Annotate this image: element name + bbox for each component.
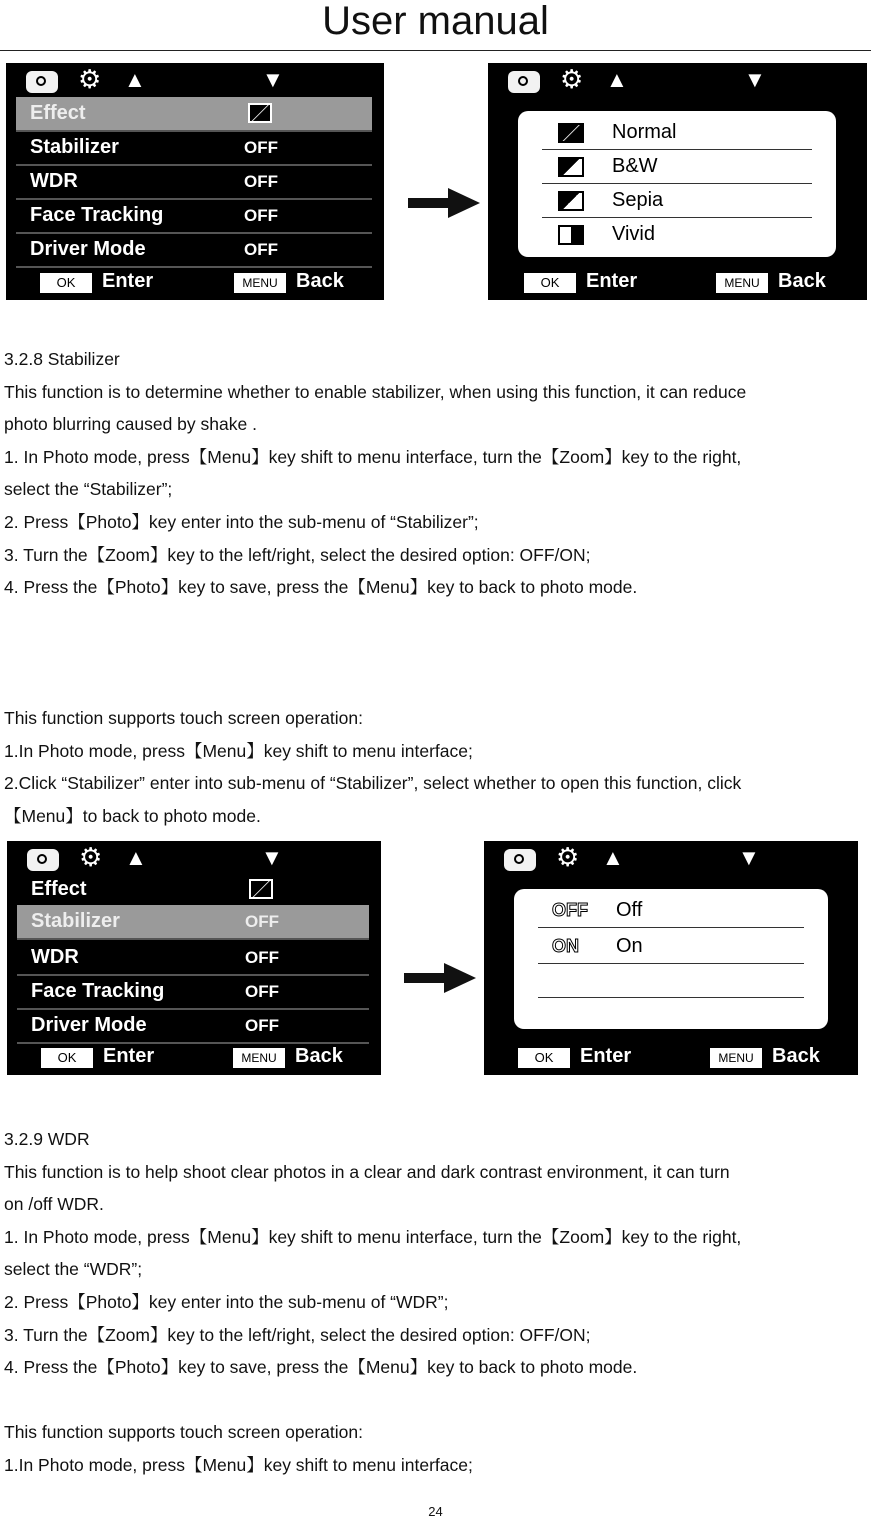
option-empty <box>538 963 804 998</box>
arrow-right-icon <box>408 188 480 218</box>
menu-row-wdr: WDR OFF <box>17 941 369 976</box>
menu-button: MENU <box>234 273 286 293</box>
paragraph-line: 3. Turn the【Zoom】key to the left/right, select the desired option: OFF/ON; <box>4 1324 591 1345</box>
paragraph-line: 2. Press【Photo】key enter into the sub-menu of “WDR”; <box>4 1291 449 1312</box>
screen-topbar <box>7 841 381 875</box>
chevron-down-icon: ▼ <box>261 845 283 870</box>
back-label: Back <box>296 270 344 292</box>
chevron-up-icon: ▲ <box>124 67 146 92</box>
paragraph-line: 1. In Photo mode, press【Menu】key shift to menu interface, turn the【Zoom】key to the right, <box>4 1226 742 1247</box>
stabilizer-touch-section <box>4 702 866 832</box>
camera-icon <box>504 849 536 871</box>
menu-row-wdr: WDR OFF <box>16 165 372 200</box>
menu-button: MENU <box>710 1048 762 1068</box>
gear-icon: ⚙ <box>560 64 584 94</box>
page-title: User manual <box>322 0 549 43</box>
effect-icon <box>249 879 273 899</box>
option-off: OFF Off <box>538 893 804 928</box>
camera-effect-options-screen <box>488 63 867 300</box>
section-heading: 3.2.8 Stabilizer <box>4 349 120 369</box>
enter-label: Enter <box>586 270 638 292</box>
camera-menu-screen-effect <box>6 63 384 300</box>
paragraph-line: 1.In Photo mode, press【Menu】key shift to menu interface; <box>4 1454 473 1475</box>
paragraph-line: 4. Press the【Photo】key to save, press the【Menu】key to back to photo mode. <box>4 1357 638 1378</box>
paragraph-line: on /off WDR. <box>4 1194 104 1215</box>
screen-topbar <box>484 841 858 875</box>
screen-bottombar <box>6 266 384 300</box>
option-sepia: Sepia <box>542 183 812 218</box>
paragraph-line: 3. Turn the【Zoom】key to the left/right, select the desired option: OFF/ON; <box>4 544 591 565</box>
arrow-right-icon <box>404 963 476 993</box>
paragraph-line: 1.In Photo mode, press【Menu】key shift to menu interface; <box>4 740 473 761</box>
camera-icon <box>27 849 59 871</box>
paragraph-line: This function supports touch screen operation: <box>4 708 363 728</box>
effect-bw-icon <box>558 157 584 177</box>
screen-bottombar <box>484 1041 858 1075</box>
camera-icon <box>26 71 58 93</box>
paragraph-line: 【Menu】to back to photo mode. <box>4 805 261 826</box>
menu-row-stabilizer: Stabilizer OFF <box>17 905 369 940</box>
paragraph-line: 2. Press【Photo】key enter into the sub-menu of “Stabilizer”; <box>4 511 479 532</box>
ok-button: OK <box>41 1048 93 1068</box>
menu-row-effect: Effect <box>17 873 369 908</box>
spacer <box>4 1384 866 1417</box>
menu-row-face-tracking: Face Tracking OFF <box>17 975 369 1010</box>
stabilizer-options-popup <box>514 889 828 1029</box>
menu-button: MENU <box>233 1048 285 1068</box>
on-badge: ON <box>552 936 579 956</box>
screen-bottombar <box>488 266 867 300</box>
chevron-up-icon: ▲ <box>602 845 624 870</box>
paragraph-line: photo blurring caused by shake . <box>4 414 257 435</box>
gear-icon: ⚙ <box>78 64 102 94</box>
menu-button: MENU <box>716 273 768 293</box>
option-bw: B&W <box>542 149 812 184</box>
enter-label: Enter <box>580 1045 632 1067</box>
camera-icon <box>508 71 540 93</box>
paragraph-line: 4. Press the【Photo】key to save, press the【Menu】key to back to photo mode. <box>4 577 638 598</box>
paragraph-line: This function supports touch screen operation: <box>4 1422 363 1443</box>
paragraph-line: select the “WDR”; <box>4 1259 143 1280</box>
gear-icon: ⚙ <box>556 842 580 872</box>
option-on: ON On <box>538 929 804 964</box>
menu-row-effect: Effect <box>16 97 372 132</box>
chevron-down-icon: ▼ <box>738 845 760 870</box>
effect-sepia-icon <box>558 191 584 211</box>
paragraph-line: select the “Stabilizer”; <box>4 479 173 500</box>
camera-stabilizer-options-screen <box>484 841 858 1075</box>
section-heading: 3.2.9 WDR <box>4 1129 90 1149</box>
back-label: Back <box>295 1045 343 1067</box>
chevron-down-icon: ▼ <box>744 67 766 92</box>
option-vivid: Vivid <box>542 217 812 251</box>
ok-button: OK <box>40 273 92 293</box>
paragraph-line: This function is to determine whether to enable stabilizer, when using this function, it can reduce <box>4 381 747 402</box>
screen-bottombar <box>7 1041 381 1075</box>
off-badge: OFF <box>552 900 588 920</box>
gear-icon: ⚙ <box>79 842 103 872</box>
option-normal: Normal <box>542 115 812 150</box>
ok-button: OK <box>518 1048 570 1068</box>
effect-options-popup <box>518 111 836 257</box>
back-label: Back <box>772 1045 820 1067</box>
effect-normal-icon <box>558 123 584 143</box>
menu-row-face-tracking: Face Tracking OFF <box>16 199 372 234</box>
page-number: 24 <box>428 1504 443 1519</box>
effect-icon <box>248 103 272 123</box>
page-header <box>0 0 871 51</box>
menu-row-stabilizer: Stabilizer OFF <box>16 131 372 166</box>
camera-menu-screen-stabilizer <box>7 841 381 1075</box>
menu-row-driver-mode: Driver Mode OFF <box>17 1009 369 1044</box>
effect-vivid-icon <box>558 225 584 245</box>
back-label: Back <box>778 270 826 292</box>
paragraph-line: 2.Click “Stabilizer” enter into sub-menu of “Stabilizer”, select whether to open this function, click <box>4 773 742 794</box>
screen-topbar <box>488 63 867 97</box>
screen-topbar <box>6 63 384 97</box>
chevron-down-icon: ▼ <box>262 67 284 92</box>
wdr-section <box>4 1123 866 1482</box>
menu-row-driver-mode: Driver Mode OFF <box>16 233 372 268</box>
paragraph-line: 1. In Photo mode, press【Menu】key shift to menu interface, turn the【Zoom】key to the right, <box>4 446 742 467</box>
chevron-up-icon: ▲ <box>606 67 628 92</box>
paragraph-line: This function is to help shoot clear photos in a clear and dark contrast environment, it can turn <box>4 1161 730 1182</box>
ok-button: OK <box>524 273 576 293</box>
chevron-up-icon: ▲ <box>125 845 147 870</box>
enter-label: Enter <box>102 270 154 292</box>
stabilizer-section <box>4 343 866 604</box>
enter-label: Enter <box>103 1045 155 1067</box>
